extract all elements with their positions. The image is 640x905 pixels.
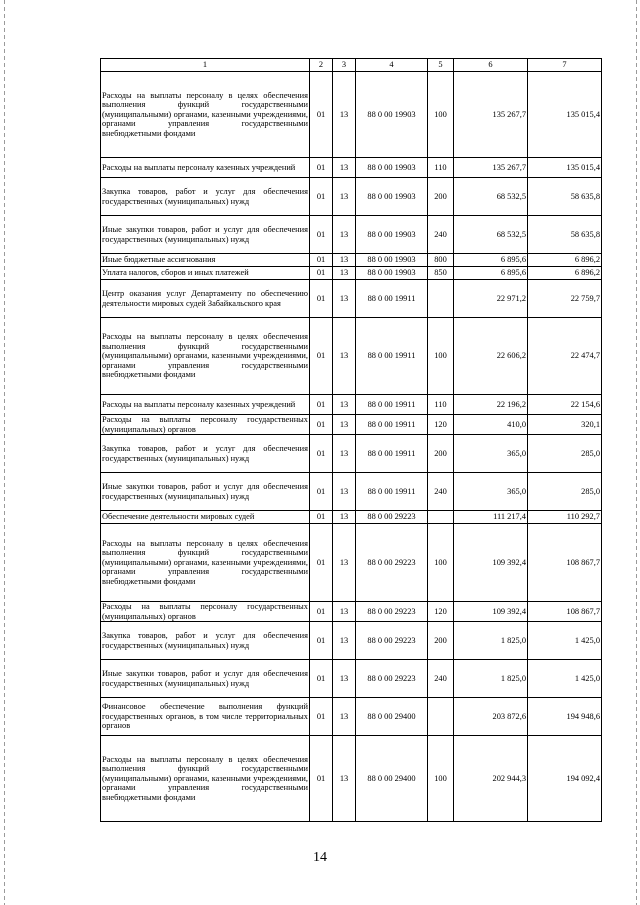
target-article-code: 88 0 00 19911 — [356, 473, 428, 511]
amount-year-2: 58 635,8 — [528, 216, 602, 254]
budget-item-name: Расходы на выплаты персоналу в целях обеспечения выполнения функций государственными (муниципальными) органами, казенными учреждениями, органами управления государственными внебюджетными фондами — [101, 524, 310, 602]
amount-year-2: 194 092,4 — [528, 736, 602, 822]
section-code: 01 — [310, 280, 333, 318]
target-article-code: 88 0 00 29400 — [356, 736, 428, 822]
target-article-code: 88 0 00 19911 — [356, 280, 428, 318]
header-col-1: 1 — [101, 59, 310, 72]
table-row — [101, 318, 602, 395]
section-code: 01 — [310, 254, 333, 267]
budget-item-name: Иные бюджетные ассигнования — [101, 254, 310, 267]
subsection-code: 13 — [333, 216, 356, 254]
amount-year-2: 285,0 — [528, 435, 602, 473]
amount-year-1: 1 825,0 — [454, 660, 528, 698]
amount-year-1: 365,0 — [454, 473, 528, 511]
subsection-code: 13 — [333, 415, 356, 435]
expense-type-code — [428, 511, 454, 524]
table-row — [101, 524, 602, 602]
header-col-7: 7 — [528, 59, 602, 72]
table-row — [101, 415, 602, 435]
amount-year-2: 22 154,6 — [528, 395, 602, 415]
target-article-code: 88 0 00 19903 — [356, 267, 428, 280]
expense-type-code: 100 — [428, 736, 454, 822]
table-row — [101, 602, 602, 622]
subsection-code: 13 — [333, 254, 356, 267]
target-article-code: 88 0 00 19911 — [356, 318, 428, 395]
table-row — [101, 267, 602, 280]
subsection-code: 13 — [333, 736, 356, 822]
header-col-4: 4 — [356, 59, 428, 72]
budget-item-name: Обеспечение деятельности мировых судей — [101, 511, 310, 524]
amount-year-1: 365,0 — [454, 435, 528, 473]
subsection-code: 13 — [333, 267, 356, 280]
amount-year-1: 6 895,6 — [454, 254, 528, 267]
subsection-code: 13 — [333, 622, 356, 660]
table-row — [101, 178, 602, 216]
section-code: 01 — [310, 736, 333, 822]
expense-type-code: 200 — [428, 622, 454, 660]
section-code: 01 — [310, 660, 333, 698]
amount-year-2: 108 867,7 — [528, 524, 602, 602]
amount-year-2: 320,1 — [528, 415, 602, 435]
expense-type-code: 100 — [428, 524, 454, 602]
expense-type-code: 110 — [428, 395, 454, 415]
budget-item-name: Расходы на выплаты персоналу государственных (муниципальных) органов — [102, 602, 308, 621]
budget-item-name: Закупка товаров, работ и услуг для обеспечения государственных (муниципальных) нужд — [101, 178, 310, 216]
amount-year-2: 135 015,4 — [528, 158, 602, 178]
table-row — [101, 473, 602, 511]
budget-item-name: Расходы на выплаты персоналу казенных учреждений — [101, 158, 310, 178]
target-article-code: 88 0 00 19911 — [356, 435, 428, 473]
amount-year-1: 22 196,2 — [454, 395, 528, 415]
expense-type-code: 240 — [428, 216, 454, 254]
amount-year-2: 22 759,7 — [528, 280, 602, 318]
subsection-code: 13 — [333, 602, 356, 622]
page-edge-right — [636, 0, 637, 905]
target-article-code: 88 0 00 19911 — [356, 415, 428, 435]
expense-type-code: 800 — [428, 254, 454, 267]
amount-year-1: 109 392,4 — [454, 524, 528, 602]
subsection-code: 13 — [333, 178, 356, 216]
subsection-code: 13 — [333, 698, 356, 736]
amount-year-1: 6 895,6 — [454, 267, 528, 280]
amount-year-1: 109 392,4 — [454, 602, 528, 622]
amount-year-1: 68 532,5 — [454, 178, 528, 216]
budget-item-name: Расходы на выплаты персоналу казенных учреждений — [101, 395, 310, 415]
expense-type-code: 200 — [428, 178, 454, 216]
section-code: 01 — [310, 473, 333, 511]
table-row — [101, 216, 602, 254]
subsection-code: 13 — [333, 72, 356, 158]
section-code: 01 — [310, 511, 333, 524]
table-row — [101, 254, 602, 267]
target-article-code: 88 0 00 19911 — [356, 395, 428, 415]
amount-year-1: 1 825,0 — [454, 622, 528, 660]
section-code: 01 — [310, 698, 333, 736]
section-code: 01 — [310, 395, 333, 415]
target-article-code: 88 0 00 29400 — [356, 698, 428, 736]
amount-year-1: 22 606,2 — [454, 318, 528, 395]
target-article-code: 88 0 00 29223 — [356, 511, 428, 524]
section-code: 01 — [310, 435, 333, 473]
amount-year-2: 6 896,2 — [528, 254, 602, 267]
amount-year-2: 285,0 — [528, 473, 602, 511]
budget-item-name: Расходы на выплаты персоналу в целях обеспечения выполнения функций государственными (муниципальными) органами, казенными учреждениями, органами управления государственными внебюджетными фондами — [101, 318, 310, 395]
budget-item-name: Расходы на выплаты персоналу государственных (муниципальных) органов — [102, 415, 308, 434]
budget-item-name: Уплата налогов, сборов и иных платежей — [101, 267, 310, 280]
amount-year-2: 135 015,4 — [528, 72, 602, 158]
header-col-3: 3 — [333, 59, 356, 72]
section-code: 01 — [310, 622, 333, 660]
expense-type-code: 100 — [428, 318, 454, 395]
expense-type-code: 850 — [428, 267, 454, 280]
table-row — [101, 435, 602, 473]
section-code: 01 — [310, 178, 333, 216]
budget-item-name: Закупка товаров, работ и услуг для обеспечения государственных (муниципальных) нужд — [101, 622, 310, 660]
expense-type-code: 240 — [428, 473, 454, 511]
table-row — [101, 622, 602, 660]
section-code: 01 — [310, 602, 333, 622]
amount-year-2: 6 896,2 — [528, 267, 602, 280]
amount-year-2: 194 948,6 — [528, 698, 602, 736]
budget-item-name: Расходы на выплаты персоналу в целях обеспечения выполнения функций государственными (муниципальными) органами, казенными учреждениями, органами управления государственными внебюджетными фондами — [101, 72, 310, 158]
amount-year-2: 1 425,0 — [528, 660, 602, 698]
amount-year-2: 22 474,7 — [528, 318, 602, 395]
budget-item-name: Закупка товаров, работ и услуг для обеспечения государственных (муниципальных) нужд — [101, 435, 310, 473]
subsection-code: 13 — [333, 318, 356, 395]
expense-type-code — [428, 280, 454, 318]
budget-item-name: Иные закупки товаров, работ и услуг для обеспечения государственных (муниципальных) нужд — [101, 660, 310, 698]
amount-year-2: 1 425,0 — [528, 622, 602, 660]
table-row — [101, 736, 602, 822]
expense-type-code: 240 — [428, 660, 454, 698]
expense-type-code — [428, 698, 454, 736]
amount-year-1: 135 267,7 — [454, 158, 528, 178]
section-code: 01 — [310, 415, 333, 435]
section-code: 01 — [310, 267, 333, 280]
budget-item-name: Иные закупки товаров, работ и услуг для обеспечения государственных (муниципальных) нужд — [101, 216, 310, 254]
subsection-code: 13 — [333, 511, 356, 524]
subsection-code: 13 — [333, 473, 356, 511]
target-article-code: 88 0 00 19903 — [356, 158, 428, 178]
target-article-code: 88 0 00 19903 — [356, 216, 428, 254]
amount-year-1: 111 217,4 — [454, 511, 528, 524]
expense-type-code: 100 — [428, 72, 454, 158]
table-row — [101, 511, 602, 524]
expense-type-code: 120 — [428, 602, 454, 622]
target-article-code: 88 0 00 29223 — [356, 622, 428, 660]
target-article-code: 88 0 00 29223 — [356, 660, 428, 698]
target-article-code: 88 0 00 29223 — [356, 602, 428, 622]
budget-item-name: Финансовое обеспечение выполнения функций государственных органов, в том числе территориальных органов — [101, 698, 310, 736]
table-row — [101, 158, 602, 178]
expense-type-code: 200 — [428, 435, 454, 473]
subsection-code: 13 — [333, 158, 356, 178]
subsection-code: 13 — [333, 660, 356, 698]
amount-year-1: 410,0 — [454, 415, 528, 435]
amount-year-1: 68 532,5 — [454, 216, 528, 254]
table-row — [101, 660, 602, 698]
amount-year-1: 135 267,7 — [454, 72, 528, 158]
subsection-code: 13 — [333, 395, 356, 415]
amount-year-2: 108 867,7 — [528, 602, 602, 622]
header-col-2: 2 — [310, 59, 333, 72]
table-row — [101, 395, 602, 415]
header-col-5: 5 — [428, 59, 454, 72]
target-article-code: 88 0 00 19903 — [356, 178, 428, 216]
table-row — [101, 698, 602, 736]
table-row — [101, 72, 602, 158]
amount-year-1: 202 944,3 — [454, 736, 528, 822]
subsection-code: 13 — [333, 435, 356, 473]
target-article-code: 88 0 00 29223 — [356, 524, 428, 602]
page-number: 14 — [313, 850, 327, 865]
amount-year-1: 203 872,6 — [454, 698, 528, 736]
budget-item-name: Центр оказания услуг Департаменту по обеспечению деятельности мировых судей Забайкальского края — [101, 280, 310, 318]
budget-item-name: Иные закупки товаров, работ и услуг для обеспечения государственных (муниципальных) нужд — [101, 473, 310, 511]
target-article-code: 88 0 00 19903 — [356, 72, 428, 158]
expense-type-code: 110 — [428, 158, 454, 178]
header-col-6: 6 — [454, 59, 528, 72]
budget-item-name: Расходы на выплаты персоналу в целях обеспечения выполнения функций государственными (муниципальными) органами, казенными учреждениями, органами управления государственными внебюджетными фондами — [101, 736, 310, 822]
section-code: 01 — [310, 158, 333, 178]
amount-year-2: 110 292,7 — [528, 511, 602, 524]
budget-table — [100, 58, 602, 822]
section-code: 01 — [310, 216, 333, 254]
table-row — [101, 280, 602, 318]
expense-type-code: 120 — [428, 415, 454, 435]
page-edge-left — [4, 0, 5, 905]
section-code: 01 — [310, 72, 333, 158]
amount-year-1: 22 971,2 — [454, 280, 528, 318]
section-code: 01 — [310, 318, 333, 395]
subsection-code: 13 — [333, 524, 356, 602]
amount-year-2: 58 635,8 — [528, 178, 602, 216]
table-header-row — [101, 59, 602, 72]
target-article-code: 88 0 00 19903 — [356, 254, 428, 267]
section-code: 01 — [310, 524, 333, 602]
subsection-code: 13 — [333, 280, 356, 318]
